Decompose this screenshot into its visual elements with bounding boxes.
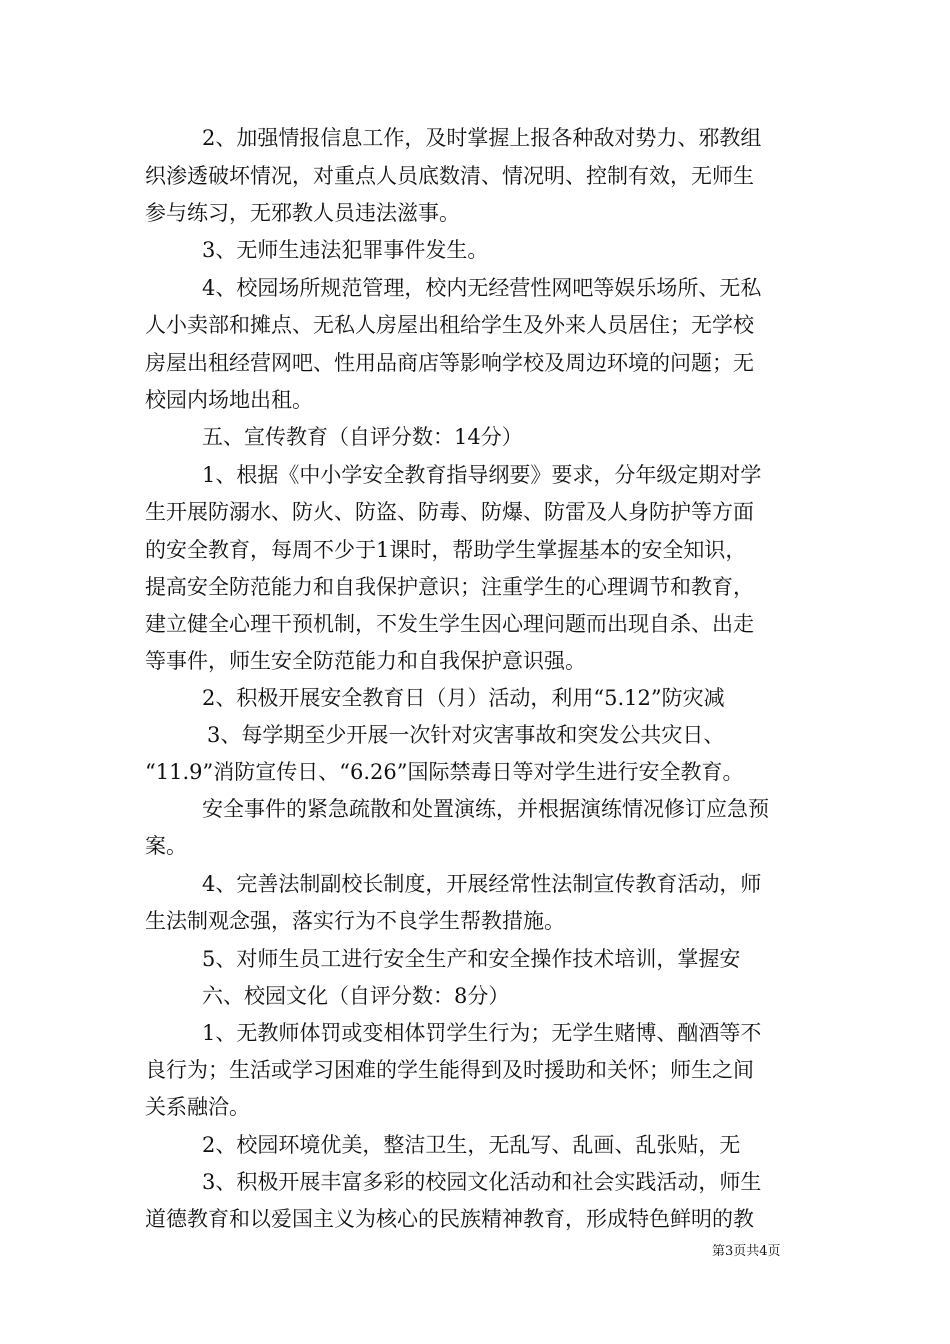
section-heading: 五、宣传教育（自评分数：14分） — [202, 425, 523, 449]
text-line: 4、完善法制副校长制度，开展经常性法制宣传教育活动，师 — [202, 872, 762, 896]
text-line: 5、对师生员工进行安全生产和安全操作技术培训，掌握安 — [202, 947, 741, 971]
text-line: 关系融洽。 — [145, 1095, 250, 1119]
text-line: 2、加强情报信息工作，及时掌握上报各种敌对势力、邪教组 — [202, 126, 762, 150]
page-number-footer: 第3页共4页 — [712, 1244, 781, 1259]
text-line: 人小卖部和摊点、无私人房屋出租给学生及外来人员居住；无学校 — [145, 313, 754, 337]
text-line: 2、校园环境优美，整洁卫生，无乱写、乱画、乱张贴，无 — [202, 1133, 741, 1157]
text-line: 4、校园场所规范管理，校内无经营性网吧等娱乐场所、无私 — [202, 276, 762, 300]
text-line: 1、根据《中小学安全教育指导纲要》要求，分年级定期对学 — [202, 463, 762, 487]
text-line: 的安全教育，每周不少于1课时，帮助学生掌握基本的安全知识， — [145, 538, 747, 562]
text-line: 等事件，师生安全防范能力和自我保护意识强。 — [145, 649, 586, 673]
text-line: 校园内场地出租。 — [145, 388, 313, 412]
text-line: 3、每学期至少开展一次针对灾害事故和突发公共灾日、 — [207, 723, 725, 747]
text-line: 建立健全心理干预机制，不发生学生因心理问题而出现自杀、出走 — [145, 612, 754, 636]
text-line: 提高安全防范能力和自我保护意识；注重学生的心理调节和教育， — [145, 575, 754, 599]
text-line: 参与练习，无邪教人员违法滋事。 — [145, 201, 460, 225]
text-line: 织渗透破坏情况，对重点人员底数清、情况明、控制有效，无师生 — [145, 164, 754, 188]
text-line: 3、无师生违法犯罪事件发生。 — [202, 238, 489, 262]
text-line: 案。 — [145, 834, 187, 858]
text-line: 房屋出租经营网吧、性用品商店等影响学校及周边环境的问题；无 — [145, 351, 754, 375]
text-line: 1、无教师体罚或变相体罚学生行为；无学生赌博、酗酒等不 — [202, 1021, 762, 1045]
text-line: 2、积极开展安全教育日（月）活动，利用“5.12”防灾减 — [202, 686, 725, 710]
section-heading: 六、校园文化（自评分数：8分） — [202, 984, 510, 1008]
text-line: 安全事件的紧急疏散和处置演练，并根据演练情况修订应急预 — [202, 797, 769, 821]
text-line: 生法制观念强，落实行为不良学生帮教措施。 — [145, 909, 565, 933]
text-line: 良行为；生活或学习困难的学生能得到及时援助和关怀；师生之间 — [145, 1058, 754, 1082]
text-line: 3、积极开展丰富多彩的校园文化活动和社会实践活动，师生 — [202, 1170, 762, 1194]
text-line: 生开展防溺水、防火、防盗、防毒、防爆、防雷及人身防护等方面 — [145, 500, 754, 524]
text-line: “11.9”消防宣传日、“6.26”国际禁毒日等对学生进行安全教育。 — [145, 760, 744, 784]
text-line: 道德教育和以爱国主义为核心的民族精神教育，形成特色鲜明的教 — [145, 1207, 754, 1231]
